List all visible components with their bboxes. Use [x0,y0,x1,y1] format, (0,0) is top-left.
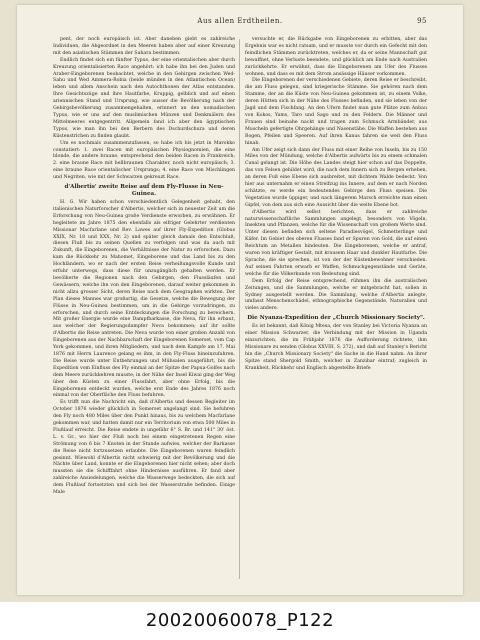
right-paragraph-3: Am Ufer zeigt sich dann der Fluss mit einer Reihe von Inseln, bis zu 150 Miles von der Mündung, welche d'Albertis aufwärts bis zu einem schmalen Canal gelangt ist. Die Höhe des Landes steigt hier schon auf das Doppelte, das von Felsen gebildet wird, die nach dem Innern sich zu Bergen erheben, an deren Fuß eine Ebene sich ausbreitet, mit dichtem Walde bedeckt. Von hier aus unternahm er einen Streifzug ins Innere, auf dem er nach Norden schätzte, es werde ein bedeutendes Gebirge den Fluss speisen. Die Vegetation wurde üppiger, und nach längerem Marsch erreichte man einen Gipfel, von dem aus sich eine Aussicht über die weite Ebene bot. [245,147,427,208]
right-paragraph-2: Die Eingeborenen der verschiedenen Gebiete, deren Reise er beschreibt, die am Fluss gelegen, sind kriegerische Stämme. Sie gehören nach dem Stamme, der an die Küste von Neu-Guinea gekommen ist, zu einem Volke, deren Hütten sich in der Nähe des Flusses befinden, und sie leben von der Jagd und dem Fischfang. An den Ufern findet man gute Plätze zum Anbau von Kokos, Yams, Taro und Sago und zu den Feldern. Die Männer und Frauen sind beinahe nackt und tragen zum Schmuck Armbänder, aus Muscheln gefertigte Ohrgehänge und Nasenstäbe. Die Waffen bestehen aus Bogen, Pfeilen und Speeren. Auf ihren Kanus fahren sie weit den Fluss hinab. [245,78,427,146]
right-paragraph-1: versuchte er, die Rückgabe von Eingeborenen zu erbitten, aber das Ergebnis war es nicht ratsam, und er musste vor durch ein Gefecht mit den feindlichen Stämmen zurücktreten, welches er, da er seine Mannschaft gut bewaffnet, ohne Verluste beendete, und glücklich am Ende nach Australien zurückkehrte. Er erwähnt, dass die Eingeborenen am Ufer des Flusses wohnen, und dass es mit dem Strom ansässige Häuser vorkommen. [245,37,427,77]
left-paragraph-2: Endlich findet sich ein fünfter Typus, der eine orientalischen aber durch Kreuzung orientalisierten Race angehört: ich habe ihn bei den Juden und Araber-Eingeborenen beobachtet, welche in den Gebirgen zwischen Wed-Sahu und Wed Ammera-Robia (beide münden in den Atlantischen Ocean) leben und allem Anschein nach den Autochthonen der Atlas entstanden. Ihre Gesichtszüge und ihre Hautfarbe, Kruppig, gelblich und auf einen ariennischen Stand und Ursprung, wie ausser die Bevölkerung nach der Gebirgsbevölkerung zusammengehalten, erinnert an den nomadischen Typus, wie er uns auf den muslimischen Münzen und Denkmälern des Mittelmeeres entgegentritt. Allgemein fand ich aber den ägyptischen Typus, wie man ihn bei den Berbern des Dschurdschura und deren Küstenstrichen zu finden glaubt. [53,57,235,139]
left-paragraph-1: pent, der noch europäisch ist. Aber daneben giebt es zahlreiche Individuen, die Abgeordnet in den Meeren haben aber auf einer Kreuzung mit den asiatischen Stämmen der Sahara bestimmen. [53,37,235,56]
right-column [245,37,427,373]
right-paragraph-4: d'Albertis wird selbst berichten, dass er zahlreiche naturwissenschaftliche Sammlungen angelegt, besonders von Vögeln, Insekten und Pflanzen, welche für die Wissenschaft von großem Werte sind. Unter diesen befinden sich seltene Paradiesvögel, Schmetterlinge und Käfer. Im Gebiet des oberen Flusses fand er Spuren von Gold, die auf einen Reichtum an Metallen hindeuten. Die Eingeborenen, welche er antraf, waren von kräftiger Gestalt, mit krausem Haar und dunkler Hautfarbe. Die Sprache, die sie sprechen, ist von der der Küstenbewohner verschieden. Auf seinen Fahrten erwarb er Waffen, Schmuckgegenstände und Geräte, welche für die Völkerkunde von Bedeutung sind. [245,209,427,277]
left-paragraph-3: Um es nochmals zusammenzufassen, so habe ich bis jetzt in Marokko constatiert: 1. zwei Racen mit europäischen Physiognomien, die eine blonde, die andere braune, entsprechend den beiden Racen in Frankreich; 2. eine braune Race mit hellbraunen Charakter, noch nicht europäisch; 3. eine braune Race orientalischer Ursprungs; 4. eine Race von Mischlingen und Negriten, wie mit der Schwarzen gekreuzt Race. [53,140,235,181]
running-head-title: Aus allen Erdtheilen. [197,17,283,25]
column-divider [239,39,240,579]
section-heading-albertis: d'Albertis' zweite Reise auf dem Fly-Flusse in Neu-Guinea. [64,184,224,198]
catalog-id-label: 20020060078_P122 [145,610,335,631]
right-paragraph-5: Dem Erfolg der Reise entsprechend, rühmen ihn die australischen Zeitungen, und die Sammlungen, welche er mitgebracht hat, sollen in Sydney ausgestellt werden. Die Sammlung, welche d'Albertis anlegte, umfasst Menschenschädel, ethnographische Gegenstände, Naturalien und vieles andere. [245,278,427,312]
section-heading-nyanza: Die Nyanza-Expedition der „Church Missionary Society". [247,315,425,322]
book-page [17,5,463,595]
left-paragraph-4: H. G. Wir haben schon verschiedentlich Gelegenheit gehabt, den italienischen Naturforscher d'Albertis, welcher sich in neuester Zeit um die Erforschung von Neu-Guinea große Verdienste erworben, zu erwähnen. Er begleitete im Jahre 1875 den ebenfalls als eifriger Gelehrter verdienten Missionar Macfarlane und Rev. Lawes auf ihrer Fly-Expedition (Globus XXIX, Nr. 18 und XXX, Nr. 2) und später gleich damals den Entschluß, diesen Fluß bis zu seinen Quellen zu verfolgen und was da auch mit Zukunft, die Eingeborenen, die Verhältnisse der Natur zu erforschen. Dazu kam die Rückkehr zu Mahomet, Eingeborene und das Land bis zu den Hochländern, wo er nach der ersten Reise verheißungsvolle Kunde und erfuhr unterwegs, dass diese für unzugänglich gehalten werden. Er bevölkerte die Regionen nach den Gebirgen, den Flussläufen und Gewässern, welche ihn von den Eingeborenen, darauf weiter gekommen in nicht allzu grosser Sicht, deren Reise nach dem Geographen wirkten. Der Plan dieses Mannes war großartig, die Gesetze, welche die Bewegung der Flüsse in Neu-Guinea bestimmen, um in die Gebirge vorzudringen, zu erforschen, und durch seine Entdeckungen die Forschung zu bereichern. Mit großer Energie wurde eine Dampfbarkasse, die Neva, für ihn erbaut, aus welcher der Regierungsdampfer Neva bekommen; auf ihr sollte d'Albertis die Reise antreten. Die Neva wurde von einer großen Anzahl von Eingeborenen aus der Nachbarschaft der Eingeborenen Somerset, vom Cap York gekommen, und ihren Mitgliedern, und nach dem Kampfe am 17. Mai 1876 mit Herrn Laurence gelang es ihm, in den Fly-Fluss hineinzufahren. Die Reise wurde unter Entbehrungen und Mühsalen ausgeführt, bis die Expedition vom Einfluss des Fly einmal an der Spitze der Papua-Golfes nach dem Meere zurückkehren musste; in der Nähe der Insel Kiwai ging der Weg über den Küsten zu einer Flussfahrt, aber ohne Erfolg, bis die Eingeborenen entdeckt wurden, welche erst Ende des Jahres 1876 noch einmal von der Oberfläche den Fluss befuhren. [53,200,235,399]
page-number: 95 [417,17,427,25]
right-paragraph-6: Es ist bekannt, daß König Mtesa, der von Stanley bei Victoria Nyanza an einer Mission Schwarzer, die Verbindung mit der Mission in Uganda einzurichten, die im Frühjahr 1876 die Aufforderung richtete, ihm Missionare zu senden (Globus XXVIII, S. 272), und daß auf Stanley's Bericht hin die „Church Missionary Society" die Sache in die Hand nahm. An ihrer Spitze stand Shergold Smith, welcher in Zanzibar eintraf; zugleich in Krankheit, Rückkehr und Englisch abgestellte Briefe [245,324,427,371]
left-column [53,37,235,497]
left-paragraph-5: Es trifft nun die Nachricht ein, daß d'Albertis und dessen Begleiter im October 1876 wieder glücklich in Somerset angelangt sind. Sie befuhren den Fly noch 480 Miles über den Punkt hinaus, bis zu welchem Macfarlane gekommen war, und hatten damit nur ein Territorium von etwa 500 Miles in Flußlauf erreicht. Die Reise endete in ungefähr 6° S. Br. und 141° 30' öst. L. v. Gr., wo hier der Fluß noch bei einem eingetretenen Regen eine Strömung von 6 bis 7 Knoten in der Stunde aufwies, welcher der Barkasse die Reise nicht fortzusetzen erlaubte. Die Eingeborenen waren feindlich gesinnt. Wiewohl d'Albertis nicht schwierig mit der Bevölkerung und die Nächte über Land, konnte er die Eingeborenen hier nicht sehen; aber doch mussten sie die Schifffahrt ohne Hindernisse ausführen. Er fand aber zahlreiche Ansiedelungen, welche die Wasserwege bedeckten, die sich auf dem Flußlauf fortsetzten und sich bei der Wasserstraße befinden. Einige Male [53,400,235,496]
running-head [17,17,463,29]
